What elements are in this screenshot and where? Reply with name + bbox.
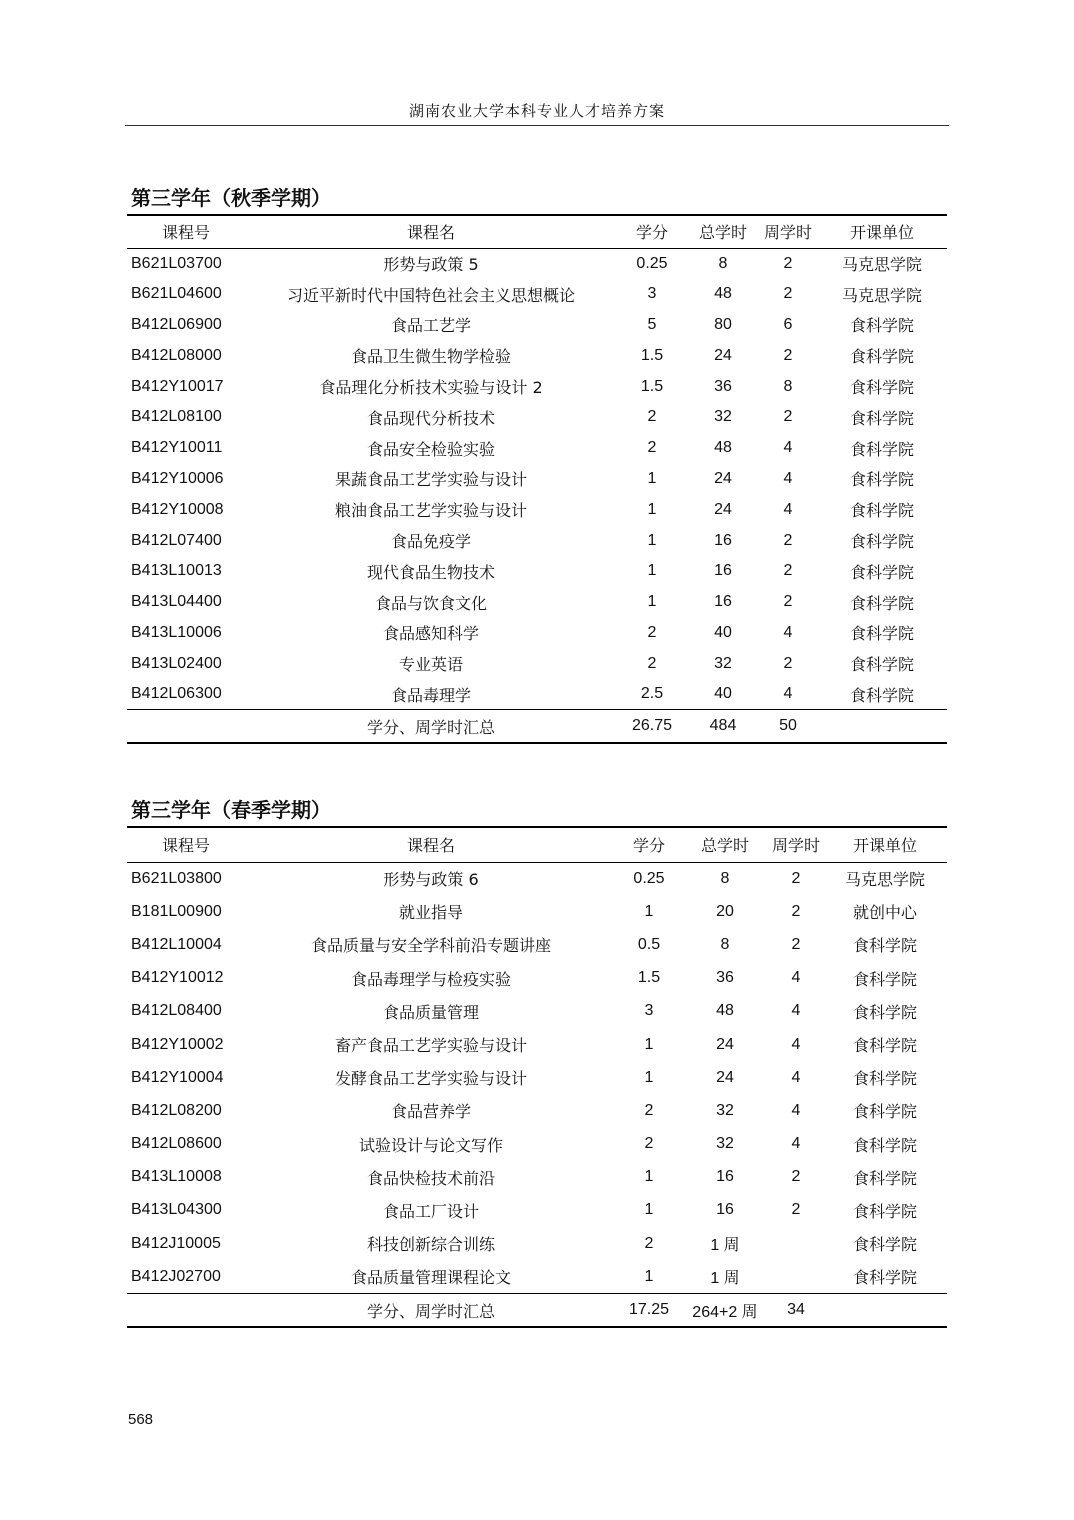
header-rule [125, 125, 949, 126]
course-name-cell: 食品快检技术前沿 [366, 1168, 495, 1188]
total-hours-cell: 8 [718, 254, 728, 272]
course-name-cell: 试验设计与论文写作 [358, 1135, 503, 1155]
table-row [127, 279, 947, 310]
credits-cell: 1 [644, 1201, 654, 1219]
course-rows [127, 862, 947, 1293]
total-hours-cell: 32 [716, 1101, 734, 1119]
table-row [127, 648, 947, 679]
column-header-department: 开课单位 [849, 223, 914, 243]
department-cell: 食科学院 [849, 685, 914, 705]
course-name-cell: 食品卫生微生物学检验 [350, 347, 511, 367]
column-header-total-hours: 总学时 [700, 836, 749, 856]
table-row [127, 587, 947, 618]
course-code-cell: B412L10004 [131, 935, 222, 953]
total-label: 学分、周学时汇总 [366, 717, 495, 737]
credits-cell: 2 [647, 439, 657, 457]
course-code-cell: B412L08100 [131, 408, 222, 426]
table-row [127, 433, 947, 464]
total-weekly-hours: 34 [787, 1301, 805, 1319]
department-cell: 食科学院 [849, 439, 914, 459]
course-code-cell: B412L08200 [131, 1101, 222, 1119]
course-name-cell: 食品与饮食文化 [374, 593, 487, 613]
department-cell: 食科学院 [849, 408, 914, 428]
total-hours-cell: 16 [716, 1168, 734, 1186]
credits-cell: 0.5 [637, 935, 661, 953]
credits-cell: 2 [647, 654, 657, 672]
total-hours-cell: 32 [714, 408, 732, 426]
total-hours-cell: 16 [714, 531, 732, 549]
total-hours: 484 [709, 717, 737, 735]
total-hours-cell: 16 [714, 562, 732, 580]
course-code-cell: B413L04400 [131, 593, 222, 611]
course-code-cell: B412L08000 [131, 346, 222, 364]
department-cell: 食科学院 [852, 1235, 917, 1255]
column-header-weekly-hours: 周学时 [763, 223, 812, 243]
department-cell: 食科学院 [849, 593, 914, 613]
table-row [127, 1161, 947, 1194]
table-row [127, 248, 947, 279]
total-hours-cell: 24 [714, 469, 732, 487]
weekly-hours-cell: 4 [783, 469, 793, 487]
course-code-cell: B621L04600 [131, 285, 222, 303]
course-name-cell: 现代食品生物技术 [366, 562, 495, 582]
course-code-cell: B413L10008 [131, 1168, 222, 1186]
course-name-cell: 形势与政策 6 [383, 870, 479, 890]
table-row [127, 862, 947, 895]
course-name-cell: 食品工厂设计 [382, 1201, 479, 1221]
credits-cell: 5 [647, 315, 657, 333]
weekly-hours-cell: 4 [791, 1101, 801, 1119]
column-header-course-code: 课程号 [161, 223, 210, 243]
total-hours-cell: 24 [716, 1068, 734, 1086]
autumn-semester-section [127, 185, 947, 744]
credits-cell: 3 [644, 1002, 654, 1020]
weekly-hours-cell: 2 [791, 869, 801, 887]
weekly-hours-cell [769, 1227, 823, 1260]
total-hours-cell: 48 [716, 1002, 734, 1020]
course-name-cell: 食品理化分析技术实验与设计 2 [319, 378, 543, 398]
total-hours-cell: 36 [716, 969, 734, 987]
weekly-hours-cell: 2 [791, 902, 801, 920]
total-hours-cell: 48 [714, 285, 732, 303]
department-cell: 食科学院 [849, 501, 914, 521]
course-code-cell: B412L08600 [131, 1135, 222, 1153]
table-row [127, 1061, 947, 1094]
table-row [127, 464, 947, 495]
table-row [127, 371, 947, 402]
table-row [127, 962, 947, 995]
weekly-hours-cell: 4 [791, 1035, 801, 1053]
table-row [127, 995, 947, 1028]
department-cell: 食科学院 [852, 1069, 917, 1089]
credits-cell: 1.5 [637, 969, 661, 987]
table-row [127, 494, 947, 525]
department-cell: 食科学院 [849, 378, 914, 398]
credits-cell: 1 [647, 593, 657, 611]
course-name-cell: 科技创新综合训练 [366, 1235, 495, 1255]
weekly-hours-cell: 4 [791, 1002, 801, 1020]
department-cell: 食科学院 [852, 1168, 917, 1188]
course-code-cell: B412L07400 [131, 531, 222, 549]
weekly-hours-cell: 8 [783, 377, 793, 395]
department-cell: 食科学院 [852, 1135, 917, 1155]
total-hours-cell: 80 [714, 315, 732, 333]
department-cell: 食科学院 [852, 1036, 917, 1056]
course-code-cell: B412Y10004 [131, 1068, 224, 1086]
course-name-cell: 专业英语 [398, 655, 463, 675]
course-name-cell: 就业指导 [398, 903, 463, 923]
total-row [127, 1293, 947, 1327]
credits-cell: 1 [647, 562, 657, 580]
total-label: 学分、周学时汇总 [366, 1301, 495, 1321]
course-name-cell: 食品现代分析技术 [366, 408, 495, 428]
department-cell: 就创中心 [852, 903, 917, 923]
total-weekly-hours: 50 [779, 717, 797, 735]
weekly-hours-cell: 4 [791, 1135, 801, 1153]
credits-cell: 2 [644, 1101, 654, 1119]
credits-cell: 1 [647, 531, 657, 549]
course-name-cell: 食品工艺学 [390, 316, 471, 336]
total-hours-cell: 16 [716, 1201, 734, 1219]
running-header: 湖南农业大学本科专业人才培养方案 [408, 102, 665, 120]
course-code-cell: B412Y10017 [131, 377, 224, 395]
total-hours-cell: 24 [714, 346, 732, 364]
table-row [127, 1128, 947, 1161]
weekly-hours-cell: 2 [783, 654, 793, 672]
course-code-cell: B621L03800 [131, 869, 222, 887]
course-code-cell: B412J02700 [131, 1267, 221, 1285]
course-name-cell: 习近平新时代中国特色社会主义思想概论 [286, 285, 575, 305]
course-name-cell: 果蔬食品工艺学实验与设计 [334, 470, 527, 490]
section-title: 第三学年（春季学期） [131, 798, 331, 822]
column-header-credits: 学分 [635, 223, 668, 243]
course-code-cell: B412Y10008 [131, 500, 224, 518]
table-row [127, 310, 947, 341]
course-code-cell: B412Y10002 [131, 1035, 224, 1053]
weekly-hours-cell: 2 [791, 935, 801, 953]
course-name-cell: 食品安全检验实验 [366, 439, 495, 459]
course-code-cell: B413L10006 [131, 623, 222, 641]
credits-cell: 1.5 [640, 346, 664, 364]
column-header-course-name: 课程名 [406, 836, 455, 856]
credits-cell: 2.5 [640, 685, 664, 703]
total-hours: 264+2 周 [692, 1303, 758, 1321]
credits-cell: 1 [644, 1168, 654, 1186]
department-cell: 食科学院 [852, 1201, 917, 1221]
spring-semester-section [127, 797, 947, 1328]
table-row [127, 556, 947, 587]
table-row [127, 340, 947, 371]
total-hours-cell: 1 周 [710, 1237, 740, 1255]
total-hours-cell: 1 周 [710, 1270, 740, 1288]
total-hours-cell: 36 [714, 377, 732, 395]
total-hours-cell: 8 [720, 869, 730, 887]
department-cell: 食科学院 [849, 624, 914, 644]
weekly-hours-cell: 4 [783, 439, 793, 457]
department-cell: 食科学院 [849, 532, 914, 552]
column-header-credits: 学分 [632, 836, 665, 856]
credits-cell: 1 [644, 1068, 654, 1086]
department-cell: 马克思学院 [844, 870, 925, 890]
page-number: 568 [128, 1411, 154, 1428]
course-name-cell: 形势与政策 5 [383, 255, 479, 275]
course-name-cell: 食品免疫学 [390, 532, 471, 552]
credits-cell: 1 [644, 902, 654, 920]
total-row [127, 710, 947, 743]
credits-cell: 2 [647, 408, 657, 426]
table-row [127, 1194, 947, 1227]
total-credits: 17.25 [628, 1301, 670, 1319]
weekly-hours-cell: 2 [783, 408, 793, 426]
table-row [127, 1094, 947, 1127]
total-hours-cell: 24 [716, 1035, 734, 1053]
weekly-hours-cell: 6 [783, 315, 793, 333]
autumn-course-table [127, 214, 947, 744]
course-name-cell: 食品质量管理课程论文 [350, 1268, 511, 1288]
total-empty-cell [127, 1293, 245, 1327]
weekly-hours-cell: 4 [791, 1068, 801, 1086]
course-code-cell: B412Y10012 [131, 969, 224, 987]
course-code-cell: B412L06300 [131, 685, 222, 703]
course-name-cell: 食品质量与安全学科前沿专题讲座 [310, 936, 551, 956]
course-code-cell: B413L02400 [131, 654, 222, 672]
table-row [127, 618, 947, 649]
total-empty-cell [823, 1293, 947, 1327]
credits-cell: 2 [644, 1135, 654, 1153]
course-code-cell: B621L03700 [131, 254, 222, 272]
total-hours-cell: 20 [716, 902, 734, 920]
weekly-hours-cell: 4 [791, 969, 801, 987]
weekly-hours-cell: 2 [783, 562, 793, 580]
weekly-hours-cell: 4 [783, 623, 793, 641]
spring-course-table [127, 826, 947, 1328]
course-code-cell: B181L00900 [131, 902, 222, 920]
course-name-cell: 食品营养学 [390, 1102, 471, 1122]
course-code-cell: B412Y10006 [131, 469, 224, 487]
total-hours-cell: 16 [714, 593, 732, 611]
course-name-cell: 食品毒理学 [390, 685, 471, 705]
total-hours-cell: 32 [714, 654, 732, 672]
department-cell: 食科学院 [852, 1268, 917, 1288]
table-header-row [127, 827, 947, 862]
table-row [127, 1028, 947, 1061]
column-header-course-code: 课程号 [161, 836, 210, 856]
table-row [127, 1260, 947, 1293]
course-name-cell: 食品质量管理 [382, 1002, 479, 1022]
weekly-hours-cell: 2 [783, 285, 793, 303]
credits-cell: 1 [647, 500, 657, 518]
course-name-cell: 发酵食品工艺学实验与设计 [334, 1069, 527, 1089]
course-code-cell: B412J10005 [131, 1234, 221, 1252]
weekly-hours-cell: 2 [791, 1201, 801, 1219]
column-header-department: 开课单位 [852, 836, 917, 856]
credits-cell: 1 [644, 1267, 654, 1285]
total-hours-cell: 48 [714, 439, 732, 457]
total-hours-cell: 40 [714, 623, 732, 641]
table-row [127, 525, 947, 556]
section-title: 第三学年（秋季学期） [131, 186, 331, 210]
total-empty-cell [817, 710, 947, 743]
course-name-cell: 畜产食品工艺学实验与设计 [334, 1036, 527, 1056]
department-cell: 食科学院 [852, 936, 917, 956]
total-hours-cell: 32 [716, 1135, 734, 1153]
weekly-hours-cell [769, 1260, 823, 1293]
credits-cell: 3 [647, 285, 657, 303]
department-cell: 食科学院 [852, 969, 917, 989]
course-code-cell: B413L10013 [131, 562, 222, 580]
course-name-cell: 食品毒理学与检疫实验 [350, 969, 511, 989]
department-cell: 马克思学院 [841, 285, 922, 305]
total-empty-cell [127, 710, 245, 743]
department-cell: 食科学院 [852, 1102, 917, 1122]
department-cell: 食科学院 [849, 316, 914, 336]
table-row [127, 895, 947, 928]
weekly-hours-cell: 4 [783, 500, 793, 518]
weekly-hours-cell: 2 [783, 531, 793, 549]
table-row [127, 1227, 947, 1260]
department-cell: 食科学院 [849, 562, 914, 582]
total-hours-cell: 24 [714, 500, 732, 518]
credits-cell: 2 [644, 1234, 654, 1252]
department-cell: 食科学院 [849, 655, 914, 675]
course-code-cell: B413L04300 [131, 1201, 222, 1219]
column-header-weekly-hours: 周学时 [771, 836, 820, 856]
course-code-cell: B412Y10011 [131, 439, 223, 457]
column-header-total-hours: 总学时 [698, 223, 747, 243]
weekly-hours-cell: 2 [783, 346, 793, 364]
department-cell: 马克思学院 [841, 255, 922, 275]
total-credits: 26.75 [631, 717, 673, 735]
department-cell: 食科学院 [849, 347, 914, 367]
total-hours-cell: 40 [714, 685, 732, 703]
credits-cell: 0.25 [636, 254, 668, 272]
credits-cell: 1 [644, 1035, 654, 1053]
credits-cell: 0.25 [633, 869, 665, 887]
table-row [127, 679, 947, 710]
table-header-row [127, 215, 947, 248]
weekly-hours-cell: 2 [783, 254, 793, 272]
department-cell: 食科学院 [849, 470, 914, 490]
course-name-cell: 粮油食品工艺学实验与设计 [334, 501, 527, 521]
credits-cell: 1.5 [640, 377, 664, 395]
column-header-course-name: 课程名 [406, 223, 455, 243]
table-row [127, 928, 947, 961]
total-hours-cell: 8 [720, 935, 730, 953]
course-name-cell: 食品感知科学 [382, 624, 479, 644]
credits-cell: 2 [647, 623, 657, 641]
course-code-cell: B412L06900 [131, 315, 222, 333]
weekly-hours-cell: 2 [791, 1168, 801, 1186]
course-rows [127, 248, 947, 710]
department-cell: 食科学院 [852, 1002, 917, 1022]
course-code-cell: B412L08400 [131, 1002, 222, 1020]
table-row [127, 402, 947, 433]
weekly-hours-cell: 2 [783, 593, 793, 611]
weekly-hours-cell: 4 [783, 685, 793, 703]
credits-cell: 1 [647, 469, 657, 487]
